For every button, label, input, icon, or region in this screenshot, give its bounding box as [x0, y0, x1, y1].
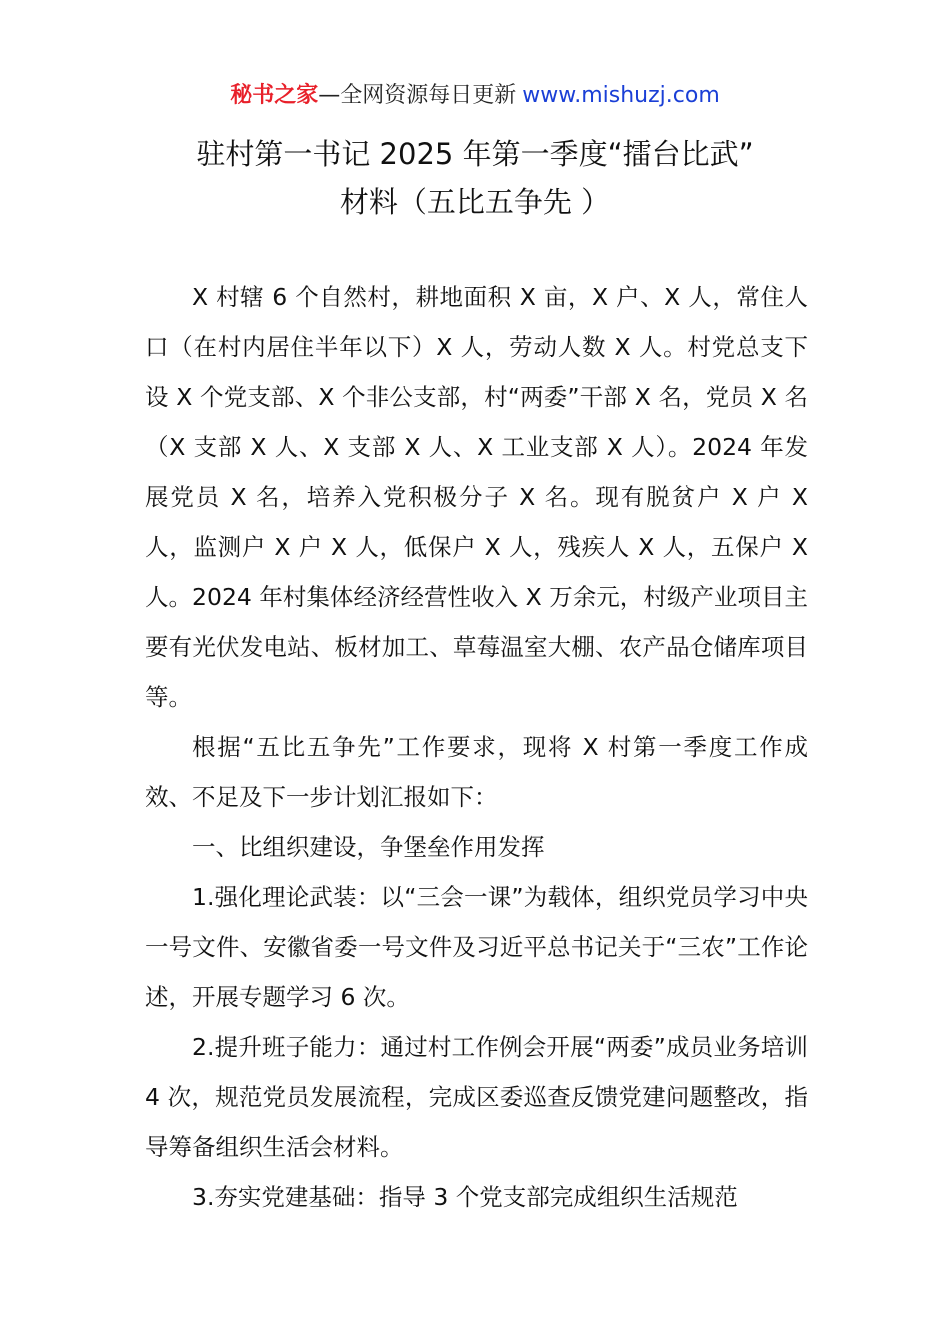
document-body [145, 272, 808, 1222]
paragraph-report-intro: 根据“五比五争先”工作要求，现将 X 村第一季度工作成效、不足及下一步计划汇报如下： [145, 733, 808, 811]
site-tagline: —全网资源每日更新 [318, 83, 517, 108]
site-url-link[interactable]: www.mishuzj.com [522, 83, 720, 108]
site-brand: 秘书之家 [230, 83, 319, 108]
paragraph-item-1: 1.强化理论武装：以“三会一课”为载体，组织党员学习中央一号文件、安徽省委一号文件及习近平总书记关于“三农”工作论述，开展专题学习 6 次。 [145, 883, 808, 1011]
paragraph-item-2: 2.提升班子能力：通过村工作例会开展“两委”成员业务培训 4 次，规范党员发展流程，完成区委巡查反馈党建问题整改，指导筹备组织生活会材料。 [145, 1033, 808, 1161]
paragraph-item-3: 3.夯实党建基础：指导 3 个党支部完成组织生活规范 [192, 1183, 738, 1211]
document-title-line-1: 驻村第一书记 2025 年第一季度“擂台比武” [196, 137, 754, 171]
paragraph-village-overview: X 村辖 6 个自然村，耕地面积 X 亩，X 户、X 人，常住人口（在村内居住半年以下）X 人，劳动人数 X 人。村党总支下设 X 个党支部、X 个非公支部，村“两委”干部 X 名，党员 X 名（X 支部 X 人、X 支部 X 人、X 工业支部 X 人）。2024 年发展党员 X 名，培养入党积极分子 X 名。现有脱贫户 X 户 X 人，监测户 X 户 X 人，低保户 X 人，残疾人 X 人，五保户 X 人。2024 年村集体经济经营性收入 X 万余元，村级产业项目主要有光伏发电站、板材加工、草莓温室大棚、农产品仓储库项目等。 [145, 283, 808, 711]
section-heading-organization: 一、比组织建设，争堡垒作用发挥 [192, 833, 545, 861]
document-title-line-2: 材料（五比五争先 ） [339, 185, 611, 219]
site-header-banner [0, 80, 950, 112]
document-title [60, 130, 890, 226]
